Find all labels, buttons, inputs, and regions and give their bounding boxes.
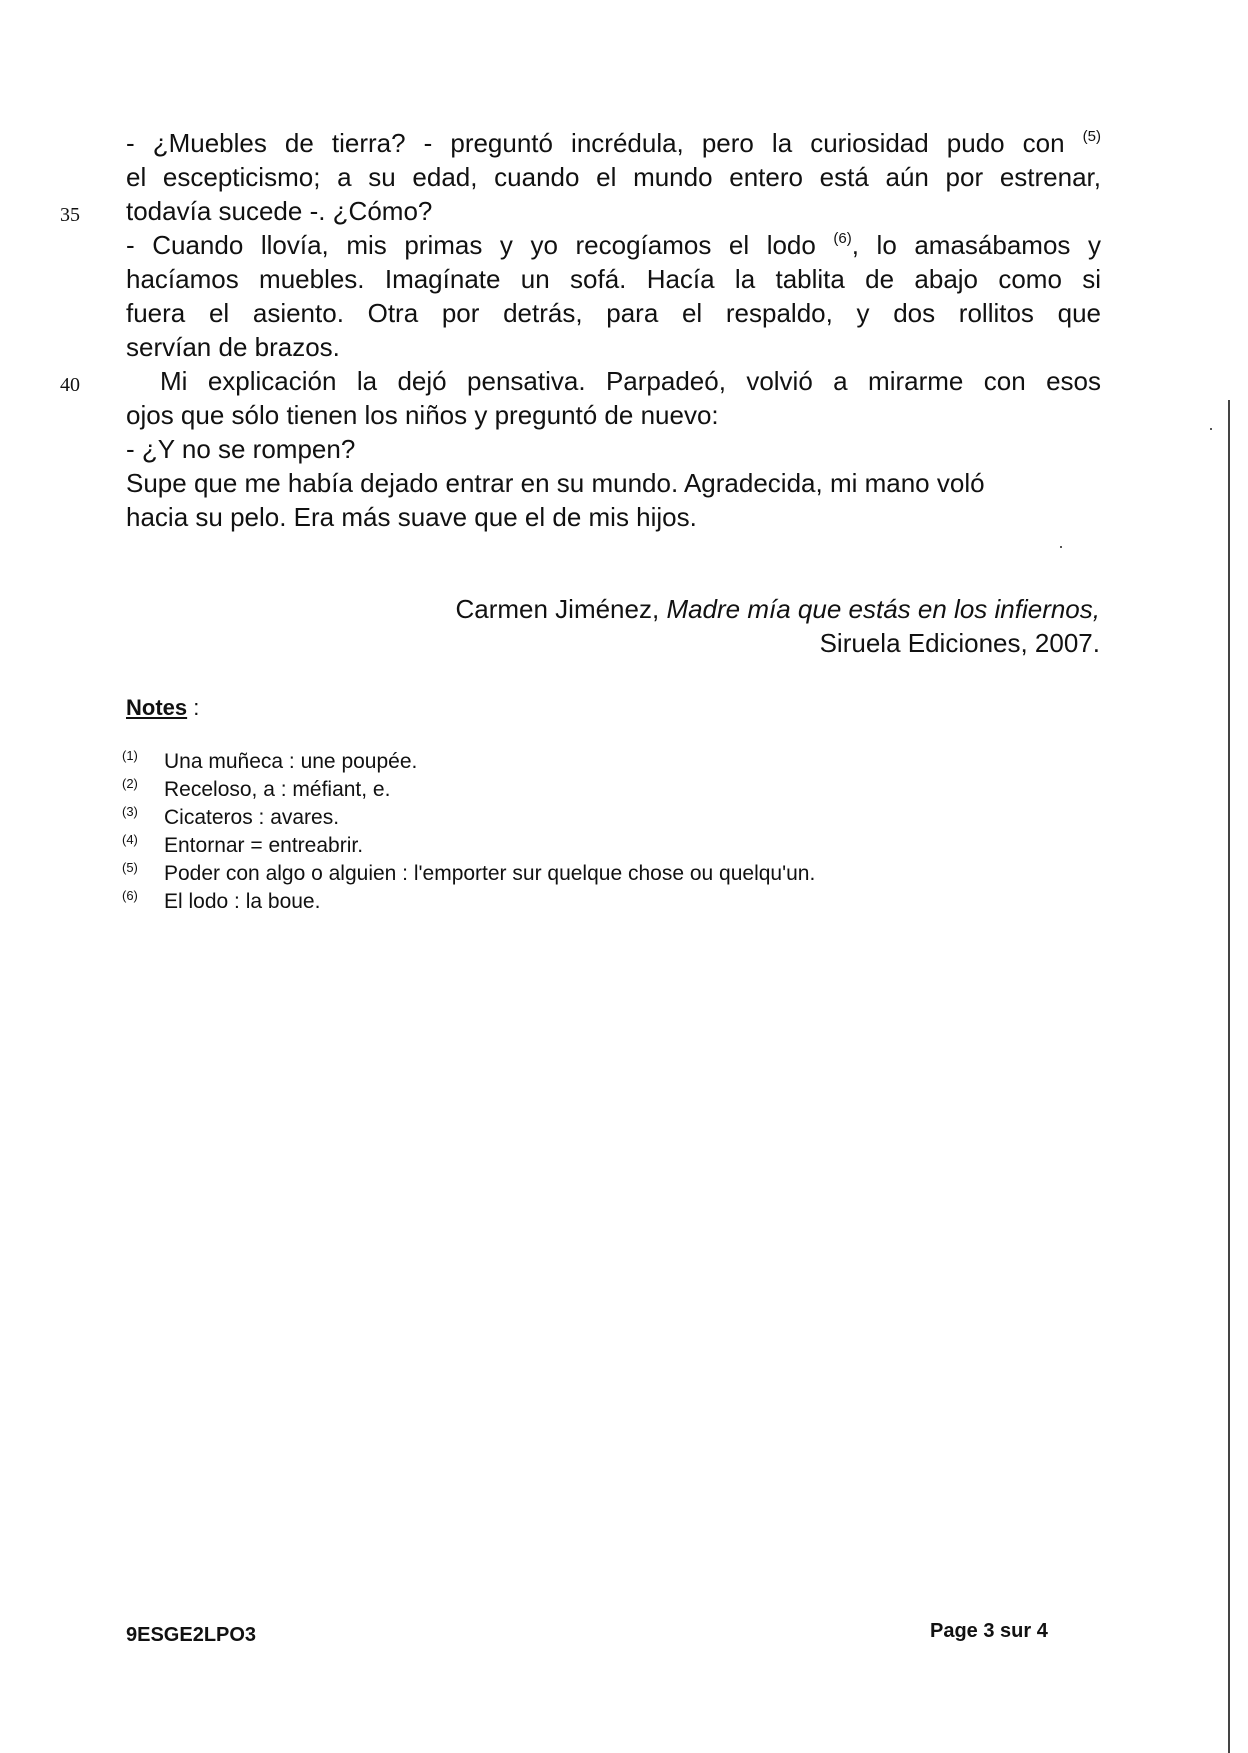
note-text: Receloso, a : méfiant, e. xyxy=(164,778,391,801)
note-item: (6) El lodo : la boue. xyxy=(122,888,321,913)
note-text: Entornar = entreabrir. xyxy=(164,834,364,857)
notes-heading-label: Notes xyxy=(126,695,188,720)
passage-line xyxy=(126,466,1101,500)
note-item: (5) Poder con algo o alguien : l'emporter sur quelque chose ou quelqu'un. xyxy=(122,860,816,885)
notes-heading-suffix: : xyxy=(187,695,200,720)
notes-list xyxy=(122,748,815,916)
passage-line xyxy=(126,364,1101,398)
passage-text-run: - ¿Y no se rompen? xyxy=(126,434,356,464)
passage-line xyxy=(126,126,1101,160)
note-text: Cicateros : avares. xyxy=(164,806,340,829)
note-item: (4) Entornar = entreabrir. xyxy=(122,832,364,857)
passage-line xyxy=(126,500,1101,534)
note-text: El lodo : la boue. xyxy=(164,890,321,913)
passage-line xyxy=(126,296,1101,330)
note-text: Una muñeca : une poupée. xyxy=(164,750,418,773)
exam-code: 9ESGE2LPO3 xyxy=(126,1624,257,1646)
footnote-reference: (5) xyxy=(1082,128,1101,145)
scan-speck xyxy=(1060,546,1062,548)
note-text: Poder con algo o alguien : l'emporter sur quelque chose ou quelqu'un. xyxy=(164,862,816,885)
passage-line xyxy=(126,398,1101,432)
scan-speck xyxy=(1210,428,1212,430)
passage-text-run: hacíamos muebles. Imagínate un sofá. Hacía la tablita de abajo como si xyxy=(126,264,1101,294)
line-number: 35 xyxy=(60,204,80,226)
passage-text-run: servían de brazos. xyxy=(126,332,340,362)
passage-line xyxy=(126,262,1101,296)
scan-border-line xyxy=(1228,400,1230,1753)
passage-text-run: - Cuando llovía, mis primas y yo recogíamos el lodo xyxy=(126,230,834,260)
passage-line xyxy=(126,432,1101,466)
page-number: Page 3 sur 4 xyxy=(930,1620,1048,1642)
passage-text-run: fuera el asiento. Otra por detrás, para el respaldo, y dos rollitos que xyxy=(126,298,1101,328)
passage-text-run: , lo amasábamos y xyxy=(851,230,1101,260)
note-item: (1) Una muñeca : une poupée. xyxy=(122,748,418,773)
passage-text-run: Supe que me había dejado entrar en su mundo. Agradecida, mi mano voló xyxy=(126,468,985,498)
passage-line xyxy=(126,330,1101,364)
passage-text-run: todavía sucede -. ¿Cómo? xyxy=(126,196,433,226)
line-number: 40 xyxy=(60,374,80,396)
passage-text-run: - ¿Muebles de tierra? - preguntó incrédula, pero la curiosidad pudo con xyxy=(126,128,1083,158)
citation-book-title: Madre mía que estás en los infiernos, xyxy=(666,594,1100,624)
citation-line-1 xyxy=(455,592,1100,626)
citation-publisher: Siruela Ediciones, 2007. xyxy=(819,628,1100,658)
passage-line xyxy=(126,160,1101,194)
passage-line xyxy=(126,194,1101,228)
passage-text-run: hacia su pelo. Era más suave que el de mis hijos. xyxy=(126,502,697,532)
passage-text-run: ojos que sólo tienen los niños y preguntó de nuevo: xyxy=(126,400,719,430)
notes-heading xyxy=(126,694,199,722)
passage-text-run: el escepticismo; a su edad, cuando el mundo entero está aún por estrenar, xyxy=(126,162,1101,192)
passage-line xyxy=(126,228,1101,262)
citation xyxy=(455,592,1100,660)
note-item: (3) Cicateros : avares. xyxy=(122,804,340,829)
citation-author: Carmen Jiménez, xyxy=(455,594,667,624)
footnote-reference: (6) xyxy=(833,230,852,247)
passage-text-run: Mi explicación la dejó pensativa. Parpadeó, volvió a mirarme con esos xyxy=(160,366,1101,396)
note-item: (2) Receloso, a : méfiant, e. xyxy=(122,776,391,801)
passage-text xyxy=(126,126,1101,534)
